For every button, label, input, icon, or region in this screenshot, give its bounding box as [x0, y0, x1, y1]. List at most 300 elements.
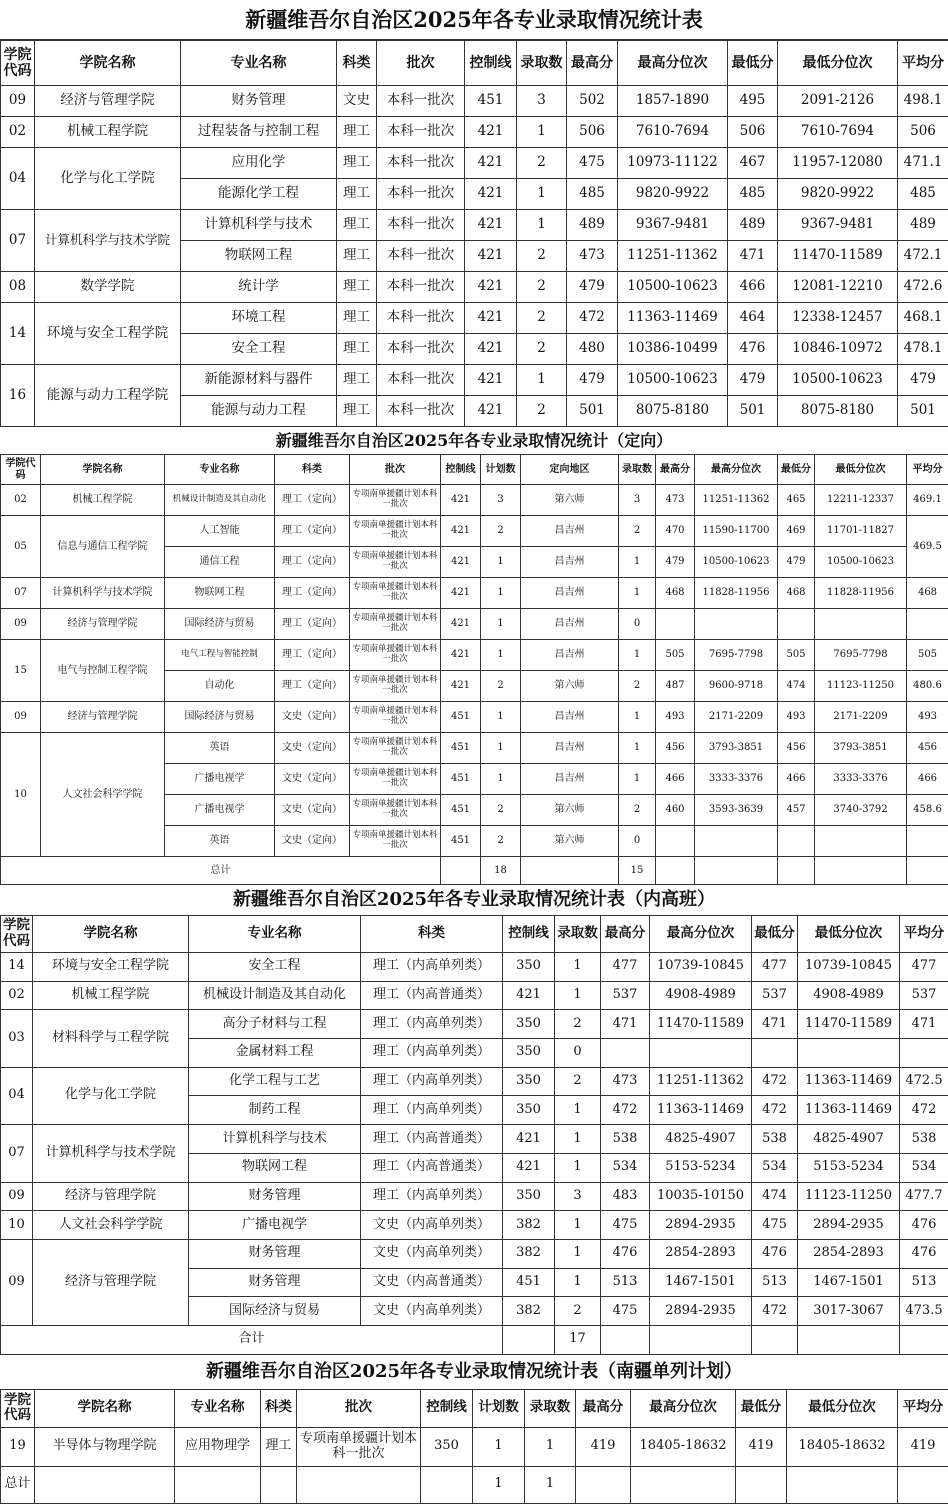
cell: 1: [517, 179, 567, 210]
table-row: [1, 981, 948, 1010]
cell: 2171-2209: [695, 702, 778, 733]
cell: 文史（定向）: [275, 702, 350, 733]
cell: 1: [619, 578, 656, 609]
table-title: 新疆维吾尔自治区2025年各专业录取情况统计表: [0, 0, 948, 40]
col-header: 最高分位次: [631, 1389, 736, 1427]
cell: [778, 609, 815, 640]
cell: 0: [619, 826, 656, 857]
cell: 2894-2935: [798, 1211, 900, 1240]
cell: 化学与化工学院: [35, 148, 181, 210]
cell: 10973-11122: [618, 148, 728, 179]
cell: [900, 1325, 948, 1354]
cell: 475: [752, 1211, 798, 1240]
cell: 理工（内高单列类）: [361, 1096, 503, 1125]
cell: 文史（定向）: [275, 764, 350, 795]
col-header: 专业名称: [181, 41, 337, 86]
cell: 理工（定向）: [275, 578, 350, 609]
cell: 534: [601, 1153, 650, 1182]
cell: 物联网工程: [165, 578, 275, 609]
col-header: 批次: [377, 41, 465, 86]
cell: 04: [1, 1067, 33, 1124]
cell: 11363-11469: [650, 1096, 752, 1125]
cell: 16: [1, 365, 35, 427]
table-row: [1, 1010, 948, 1039]
cell: 10500-10623: [618, 365, 728, 396]
cell: 3793-3851: [815, 733, 907, 764]
cell: 11470-11589: [798, 1010, 900, 1039]
cell: 478.1: [898, 334, 948, 365]
cell: [695, 857, 778, 885]
cell: 483: [601, 1182, 650, 1211]
total-plan: 18: [481, 857, 521, 885]
cell: 1: [481, 733, 521, 764]
total-label: 合计: [1, 1325, 503, 1354]
cell: 476: [752, 1239, 798, 1268]
cell: 513: [900, 1268, 948, 1297]
cell: 机械设计制造及其自动化: [189, 981, 361, 1010]
cell: [421, 1466, 473, 1503]
cell: 538: [601, 1125, 650, 1154]
cell: 537: [752, 981, 798, 1010]
table-row: [1, 86, 948, 117]
cell: 理工（内高单列类）: [361, 953, 503, 982]
cell: 理工: [337, 396, 377, 427]
table-section-neigao: [0, 885, 948, 1355]
cell: 513: [601, 1268, 650, 1297]
cell: [656, 857, 695, 885]
total-label: 总计: [1, 857, 441, 885]
cell: 理工（内高单列类）: [361, 1039, 503, 1068]
col-header: 控制线: [441, 455, 481, 485]
table-row: [1, 609, 948, 640]
table-row: [1, 210, 948, 241]
cell: 理工（内高普通类）: [361, 1153, 503, 1182]
cell: 机械工程学院: [35, 117, 181, 148]
cell: 501: [567, 396, 618, 427]
cell: 专项南单援疆计划本科一批次: [350, 485, 441, 516]
cell: 经济与管理学院: [33, 1239, 189, 1325]
cell: 07: [1, 210, 35, 272]
cell: 475: [601, 1211, 650, 1240]
cell: 10739-10845: [798, 953, 900, 982]
cell: 理工: [337, 179, 377, 210]
cell: 物联网工程: [181, 241, 337, 272]
cell: 3333-3376: [815, 764, 907, 795]
cell: 化学与化工学院: [33, 1067, 189, 1124]
cell: 02: [1, 117, 35, 148]
cell: [695, 609, 778, 640]
cell: 自动化: [165, 671, 275, 702]
cell: 534: [752, 1153, 798, 1182]
col-header: 科类: [337, 41, 377, 86]
cell: 本科一批次: [377, 334, 465, 365]
cell: 3: [619, 485, 656, 516]
cell: 2171-2209: [815, 702, 907, 733]
cell: 350: [503, 1096, 555, 1125]
cell: 11251-11362: [695, 485, 778, 516]
cell: 421: [503, 1153, 555, 1182]
col-header: 最高分位次: [650, 916, 752, 953]
cell: 计算机科学与技术: [181, 210, 337, 241]
cell: 468.1: [898, 303, 948, 334]
cell: [656, 609, 695, 640]
cell: 1: [555, 1268, 601, 1297]
table-row: [1, 1427, 948, 1466]
cell: 4825-4907: [650, 1125, 752, 1154]
cell: 财务管理: [181, 86, 337, 117]
col-header: 最高分位次: [695, 455, 778, 485]
cell: 物联网工程: [189, 1153, 361, 1182]
cell: 419: [576, 1427, 631, 1466]
cell: 469.1: [907, 485, 948, 516]
cell: 466: [778, 764, 815, 795]
cell: 473: [656, 485, 695, 516]
cell: 理工（内高普通类）: [361, 1125, 503, 1154]
cell: 7695-7798: [815, 640, 907, 671]
col-header: 科类: [261, 1389, 297, 1427]
cell: 机械工程学院: [41, 485, 165, 516]
cell: 计算机科学与技术: [189, 1125, 361, 1154]
cell: [752, 1039, 798, 1068]
col-header: 学院代码: [1, 41, 35, 86]
header-row: [1, 41, 948, 86]
cell: 1: [473, 1427, 525, 1466]
cell: 金属材料工程: [189, 1039, 361, 1068]
cell: 12338-12457: [778, 303, 898, 334]
cell: 理工（定向）: [275, 640, 350, 671]
cell: 2: [481, 671, 521, 702]
cell: 数学学院: [35, 272, 181, 303]
cell: 3: [517, 86, 567, 117]
cell: 1: [619, 547, 656, 578]
cell: 英语: [165, 733, 275, 764]
cell: 理工（定向）: [275, 609, 350, 640]
cell: 新能源材料与器件: [181, 365, 337, 396]
cell: 理工: [337, 272, 377, 303]
table-row: [1, 702, 948, 733]
col-header: 平均分: [907, 455, 948, 485]
cell: 文史: [337, 86, 377, 117]
cell: 第六师: [521, 795, 619, 826]
cell: 理工（内高普通类）: [361, 981, 503, 1010]
cell: 382: [503, 1239, 555, 1268]
cell: 材料科学与工程学院: [33, 1010, 189, 1067]
cell: [736, 1466, 787, 1503]
cell: 1: [517, 117, 567, 148]
cell: 经济与管理学院: [41, 609, 165, 640]
cell: 能源与动力工程学院: [35, 365, 181, 427]
cell: 1467-1501: [650, 1268, 752, 1297]
cell: 477: [601, 953, 650, 982]
cell: 11590-11700: [695, 516, 778, 547]
cell: 537: [601, 981, 650, 1010]
cell: [752, 1325, 798, 1354]
cell: 2894-2935: [650, 1211, 752, 1240]
cell: 本科一批次: [377, 117, 465, 148]
cell: 493: [656, 702, 695, 733]
cell: 3793-3851: [695, 733, 778, 764]
cell: 419: [736, 1427, 787, 1466]
cell: 1: [555, 1125, 601, 1154]
cell: 3: [555, 1182, 601, 1211]
cell: 理工（内高单列类）: [361, 1010, 503, 1039]
cell: 2854-2893: [650, 1239, 752, 1268]
cell: 1: [517, 365, 567, 396]
cell: 485: [898, 179, 948, 210]
cell: 05: [1, 516, 41, 578]
col-header: 控制线: [421, 1389, 473, 1427]
table-section-southern-plan: [0, 1355, 948, 1504]
cell: 本科一批次: [377, 179, 465, 210]
cell: 09: [1, 702, 41, 733]
cell: 501: [728, 396, 778, 427]
cell: 456: [907, 733, 948, 764]
cell: 财务管理: [189, 1182, 361, 1211]
cell: 第六师: [521, 485, 619, 516]
cell: 化学工程与工艺: [189, 1067, 361, 1096]
cell: 421: [465, 241, 517, 272]
table-title: 新疆维吾尔自治区2025年各专业录取情况统计表（南疆单列计划）: [205, 1360, 743, 1382]
col-header: 最高分: [656, 455, 695, 485]
cell: 472: [752, 1096, 798, 1125]
cell: 文史（内高普通类）: [361, 1268, 503, 1297]
cell: 财务管理: [189, 1268, 361, 1297]
total-label: 总计: [1, 1466, 35, 1503]
cell: 9820-9922: [778, 179, 898, 210]
cell: 421: [441, 485, 481, 516]
cell: [441, 857, 481, 885]
cell: 14: [1, 303, 35, 365]
col-header: 科类: [361, 916, 503, 953]
col-header: 最低分: [736, 1389, 787, 1427]
cell: 2: [517, 272, 567, 303]
cell: 本科一批次: [377, 86, 465, 117]
cell: 1: [619, 640, 656, 671]
cell: [815, 857, 907, 885]
cell: 350: [503, 1010, 555, 1039]
cell: 421: [465, 272, 517, 303]
cell: 471: [900, 1010, 948, 1039]
cell: 专项南单援疆计划本科一批次: [350, 640, 441, 671]
cell: 495: [728, 86, 778, 117]
col-header: 最低分: [778, 455, 815, 485]
col-header: 学院名称: [33, 916, 189, 953]
cell: 382: [503, 1297, 555, 1326]
cell: 能源与动力工程: [181, 396, 337, 427]
table-row: [1, 733, 948, 764]
cell: 538: [752, 1125, 798, 1154]
table-row: [1, 117, 948, 148]
cell: 457: [778, 795, 815, 826]
cell: 513: [752, 1268, 798, 1297]
cell: 501: [898, 396, 948, 427]
admission-table: [0, 915, 948, 1355]
cell: 460: [656, 795, 695, 826]
cell: 5153-5234: [798, 1153, 900, 1182]
cell: 2: [555, 1067, 601, 1096]
cell: [650, 1039, 752, 1068]
cell: 7610-7694: [778, 117, 898, 148]
cell: 1: [555, 981, 601, 1010]
cell: 理工: [337, 365, 377, 396]
cell: 465: [778, 485, 815, 516]
cell: 10500-10623: [695, 547, 778, 578]
cell: 理工: [337, 334, 377, 365]
cell: 538: [900, 1125, 948, 1154]
cell: 2: [517, 334, 567, 365]
cell: 421: [441, 516, 481, 547]
cell: 421: [465, 210, 517, 241]
cell: 07: [1, 578, 41, 609]
cell: [601, 1325, 650, 1354]
cell: 本科一批次: [377, 148, 465, 179]
cell: 471: [752, 1010, 798, 1039]
admission-table: [0, 454, 948, 885]
cell: 理工（定向）: [275, 671, 350, 702]
cell: 过程装备与控制工程: [181, 117, 337, 148]
col-header: 专业名称: [189, 916, 361, 953]
col-header: 专业名称: [165, 455, 275, 485]
cell: 安全工程: [189, 953, 361, 982]
table-row: [1, 1239, 948, 1268]
cell: 467: [728, 148, 778, 179]
cell: [521, 857, 619, 885]
cell: 456: [656, 733, 695, 764]
cell: 理工（定向）: [275, 485, 350, 516]
cell: 02: [1, 981, 33, 1010]
cell: [815, 609, 907, 640]
cell: 10846-10972: [778, 334, 898, 365]
cell: 12211-12337: [815, 485, 907, 516]
cell: 476: [900, 1211, 948, 1240]
cell: 1: [481, 609, 521, 640]
table-title: 新疆维吾尔自治区2025年各专业录取情况统计表（内高班）: [232, 889, 716, 910]
cell: 468: [778, 578, 815, 609]
cell: 02: [1, 485, 41, 516]
cell: 421: [465, 365, 517, 396]
cell: 本科一批次: [377, 365, 465, 396]
cell: 文史（内高单列类）: [361, 1239, 503, 1268]
cell: 04: [1, 148, 35, 210]
table-row: [1, 1182, 948, 1211]
cell: 1: [481, 640, 521, 671]
cell: 472.6: [898, 272, 948, 303]
admission-table: [0, 40, 948, 427]
cell: 环境与安全工程学院: [33, 953, 189, 982]
cell: 489: [898, 210, 948, 241]
total-admit: 1: [525, 1466, 576, 1503]
cell: 09: [1, 86, 35, 117]
cell: 专项南单援疆计划本科一批次: [350, 702, 441, 733]
cell: 18405-18632: [631, 1427, 736, 1466]
table-section-directed: [0, 427, 948, 885]
cell: 10: [1, 733, 41, 857]
cell: 485: [728, 179, 778, 210]
cell: 350: [421, 1427, 473, 1466]
cell: 3: [481, 485, 521, 516]
table-row: [1, 365, 948, 396]
cell: 专项南单援疆计划本科一批次: [350, 826, 441, 857]
cell: 应用物理学: [175, 1427, 261, 1466]
cell: 高分子材料与工程: [189, 1010, 361, 1039]
cell: 11123-11250: [815, 671, 907, 702]
table-row: [1, 640, 948, 671]
cell: [907, 826, 948, 857]
cell: 2091-2126: [778, 86, 898, 117]
cell: 11470-11589: [650, 1010, 752, 1039]
cell: 419: [898, 1427, 948, 1466]
cell: 464: [728, 303, 778, 334]
cell: 本科一批次: [377, 272, 465, 303]
cell: 1: [555, 1153, 601, 1182]
cell: 昌吉州: [521, 764, 619, 795]
cell: 479: [567, 272, 618, 303]
cell: [798, 1039, 900, 1068]
col-header: 学院代码: [1, 455, 41, 485]
cell: 理工: [337, 303, 377, 334]
cell: 财务管理: [189, 1239, 361, 1268]
cell: 2: [555, 1297, 601, 1326]
cell: 第六师: [521, 671, 619, 702]
cell: 计算机科学与技术学院: [35, 210, 181, 272]
cell: 4908-4989: [798, 981, 900, 1010]
cell: 476: [601, 1239, 650, 1268]
cell: 11957-12080: [778, 148, 898, 179]
cell: 1: [619, 733, 656, 764]
cell: 半导体与物理学院: [35, 1427, 175, 1466]
header-row: [1, 455, 948, 485]
cell: 421: [503, 981, 555, 1010]
cell: 1: [481, 764, 521, 795]
cell: [907, 857, 948, 885]
cell: 472.5: [900, 1067, 948, 1096]
cell: 421: [503, 1125, 555, 1154]
cell: 2854-2893: [798, 1239, 900, 1268]
cell: 11363-11469: [618, 303, 728, 334]
cell: 9367-9481: [618, 210, 728, 241]
cell: 理工（内高单列类）: [361, 1067, 503, 1096]
cell: 9820-9922: [618, 179, 728, 210]
cell: 文史（定向）: [275, 826, 350, 857]
cell: 466: [656, 764, 695, 795]
cell: 10386-10499: [618, 334, 728, 365]
cell: 475: [567, 148, 618, 179]
col-header: 平均分: [898, 1389, 948, 1427]
cell: 476: [900, 1239, 948, 1268]
cell: [35, 1466, 175, 1503]
cell: 2: [555, 1010, 601, 1039]
cell: 451: [503, 1268, 555, 1297]
cell: 英语: [165, 826, 275, 857]
cell: 421: [465, 396, 517, 427]
cell: 专项南单援疆计划本科一批次: [297, 1427, 421, 1466]
cell: 3017-3067: [798, 1297, 900, 1326]
cell: 11363-11469: [798, 1067, 900, 1096]
cell: 421: [465, 179, 517, 210]
col-header: 学院名称: [41, 455, 165, 485]
cell: 479: [728, 365, 778, 396]
cell: 11251-11362: [650, 1067, 752, 1096]
cell: 421: [441, 578, 481, 609]
cell: 477.7: [900, 1182, 948, 1211]
cell: 昌吉州: [521, 578, 619, 609]
cell: 0: [619, 609, 656, 640]
table-row: [1, 485, 948, 516]
cell: 350: [503, 953, 555, 982]
cell: 479: [778, 547, 815, 578]
cell: 2: [481, 795, 521, 826]
col-header: 录取数: [619, 455, 656, 485]
